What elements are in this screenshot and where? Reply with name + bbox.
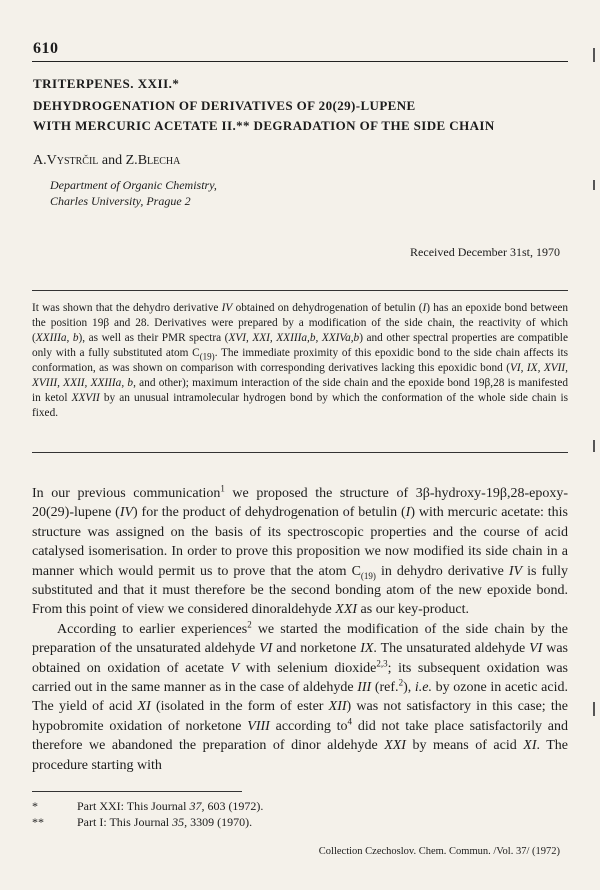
footnotes: [32, 798, 263, 830]
footnote-1: * Part XXI: This Journal 37, 603 (1972).: [32, 799, 264, 813]
scan-edge-mark: [593, 48, 595, 62]
article-title-line-1: DEHYDROGENATION OF DERIVATIVES OF 20(29)-LUPENE: [33, 98, 416, 113]
author-1-surname: Vystrčil: [46, 153, 99, 168]
author-2-initial: Z.: [125, 153, 138, 168]
author-2-surname: Blecha: [137, 153, 181, 168]
series-title: TRITERPENES. XXII.*: [33, 76, 180, 91]
body-text: [32, 484, 568, 775]
abstract-top-rule: [32, 290, 568, 291]
authors: [33, 153, 180, 169]
received-date: Received December 31st, 1970: [410, 245, 560, 259]
affiliation: [50, 177, 217, 209]
page-number: 610: [33, 40, 59, 57]
affiliation-line-1: Department of Organic Chemistry,: [50, 178, 217, 192]
journal-footer: Collection Czechoslov. Chem. Commun. /Vol. 37/ (1972): [318, 846, 560, 857]
scan-edge-mark: [593, 180, 595, 190]
footnote-rule: [32, 791, 242, 792]
abstract: It was shown that the dehydro derivative IV obtained on dehydrogenation of betulin (I) has an epoxide bond between the position 19β and 28. Derivatives were prepared by a modification of the side chain, the reactivity of which (XXIIIa, b), as well as their PMR spectra (XVI, XXI, XXIIIa,b, XXIVa,b) and other spectral properties are compatible only with a fully substituted atom $C_{(19)}$. The immediate proximity of this epoxidic bond to the side chain affects its conformation, as was shown on comparison with corresponding derivatives lacking this epoxidic bond (VI, IX, XVII, XVIII, XXII, XXIIIa, b, and other); maximum interaction of the side chain and the epoxide bond 19β,28 is manifested in ketol XXVII by an unusual intramolecular hydrogen bond by which the conformation of the whole side chain is fixed.: [32, 302, 569, 419]
footnote-2: ** Part I: This Journal 35, 3309 (1970).: [32, 815, 253, 829]
paragraph-2: According to earlier experiences$^2$ we started the modification of the side chain by the preparation of the unsaturated aldehyde VI and norketone IX. The unsaturated aldehyde VI was obtained on oxidation of acetate V with selenium dioxide$^{2,3}$; its subsequent oxidation was carried out in the same manner as in the case of aldehyde III (ref.$^2$), i.e. by ozone in acetic acid. The yield of acid XI (isolated in the form of ester XII) was not satisfactory in this case; the hypobromite oxidation of norketone VIII according $to^4$ did not take place satisfactorily and therefore we abandoned the preparation of dinor aldehyde XXI by means of acid XI. The procedure starting with: [32, 619, 569, 773]
author-1-initial: A.: [33, 153, 47, 168]
article-title: [33, 96, 495, 136]
affiliation-line-2: Charles University, Prague 2: [50, 194, 191, 208]
scan-edge-mark: [593, 702, 595, 716]
article-title-line-2: WITH MERCURIC ACETATE II.** DEGRADATION OF THE SIDE CHAIN: [33, 118, 495, 133]
paragraph-1: In our previous communication$^1$ we proposed the structure of 3β-hydroxy-19β,28-epoxy-20(29)-lupene (IV) for the product of dehydrogenation of betulin (I) with mercuric acetate: this structure was assigned on the basis of its spectroscopic properties and the course of acid catalysed isomerisation. In order to prove this proposition we now modified its side chain in a manner which would permit us to prove that the atom $C_{(19)}$ in dehydro derivative IV is fully substituted and that it must therefore be the second bonding atom of the new epoxide bond. From this point of view we considered dinoraldehyde XXI as our key-product.: [32, 483, 569, 618]
scan-edge-mark: [593, 440, 595, 452]
authors-conjunction: and: [98, 153, 126, 168]
header-rule: [32, 61, 568, 62]
abstract-bottom-rule: [32, 452, 568, 453]
